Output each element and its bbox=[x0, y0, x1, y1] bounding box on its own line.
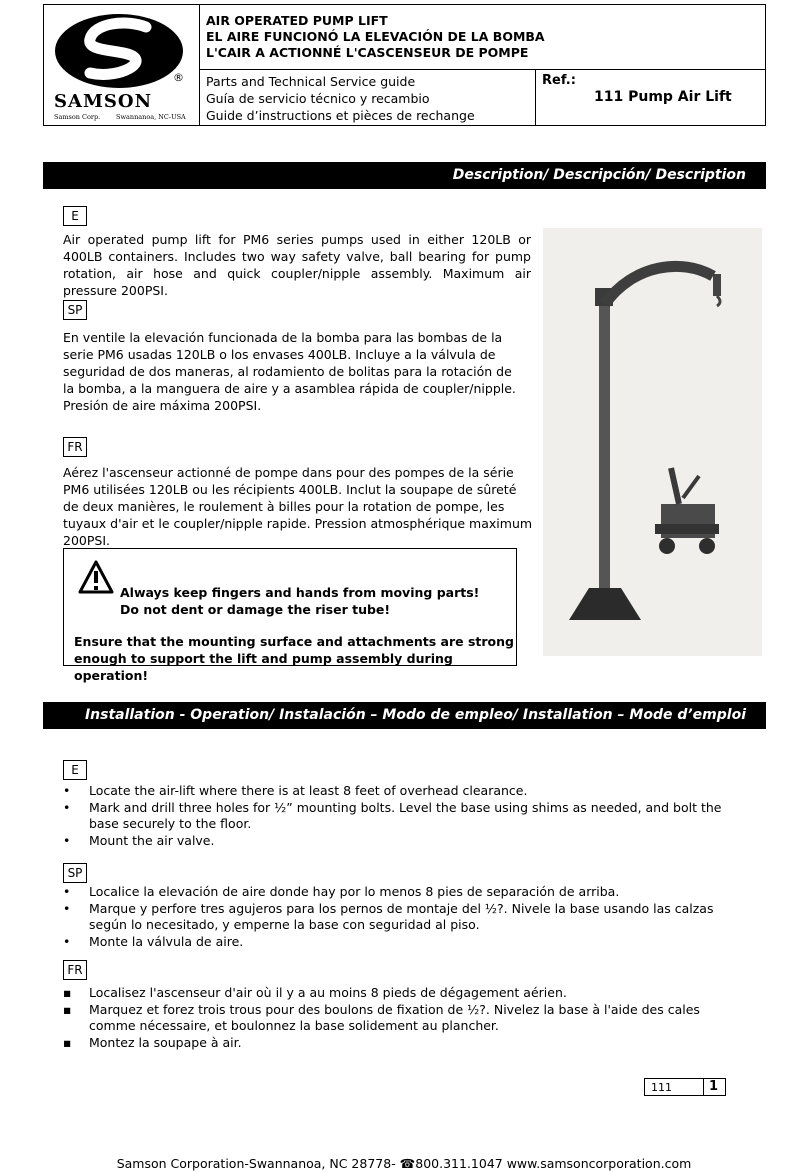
warning-strength-note bbox=[74, 633, 516, 684]
install-list-fr bbox=[63, 985, 733, 1051]
list-item: ▪ Montez la soupape à air. bbox=[63, 1034, 242, 1050]
guide-en: Parts and Technical Service guide bbox=[206, 74, 416, 89]
title-en: AIR OPERATED PUMP LIFT bbox=[206, 13, 388, 28]
page-ref: 111 bbox=[651, 1081, 672, 1094]
warning-line-1: Always keep fingers and hands from moving parts! bbox=[120, 585, 480, 600]
logo-area bbox=[44, 5, 200, 125]
bullet-square-icon: ▪ bbox=[63, 1001, 72, 1017]
lang-tag-sp: SP bbox=[63, 300, 87, 320]
installation-section-bar: Installation - Operation/ Instalación – Modo de empleo/ Installation – Mode d’emploi bbox=[43, 702, 766, 729]
warning-line-3: Ensure that the mounting surface and attachments are strong bbox=[74, 634, 514, 649]
bullet-square-icon: ▪ bbox=[63, 1034, 72, 1050]
list-item: ▪ Localisez l'ascenseur d'air où il y a au moins 8 pieds de dégagement aérien. bbox=[63, 985, 567, 1000]
install-lang-tag-sp: SP bbox=[63, 863, 87, 883]
description-en: Air operated pump lift for PM6 series pumps used in either 120LB or 400LB containers. Includes two way safety valve, ball bearing for pump rotation, air hose and quick coupler/nipple assembly. Maximum air pressure 200PSI. bbox=[63, 232, 531, 298]
list-item: • Localice la elevación de aire donde hay por lo menos 8 pies de separación de arriba. bbox=[63, 884, 620, 899]
samson-logo-icon bbox=[54, 13, 184, 89]
bullet-dot-icon: • bbox=[63, 783, 71, 798]
title-sp: EL AIRE FUNCIONÓ LA ELEVACIÓN DE LA BOMBA bbox=[206, 29, 545, 44]
header-divider bbox=[199, 69, 765, 70]
page-footer: Samson Corporation-Swannanoa, NC 28778- ☎800.311.1047 www.samsoncorporation.com bbox=[116, 1156, 692, 1171]
install-list-en bbox=[63, 783, 733, 849]
guide-sp: Guía de servicio técnico y recambio bbox=[206, 91, 430, 106]
ref-value: 111 Pump Air Lift bbox=[594, 89, 732, 105]
description-fr: Aérez l'ascenseur actionné de pompe dans pour des pompes de la série PM6 utilisées 120LB ou les récipients 400LB. Inclut la soupape de sûreté de deux manières, le roulement à billes pour la rotation de pompe, les tuyaux d'air et le coupler/nipple rapide. Pression atmosphérique maximum 200PSI. bbox=[63, 465, 533, 548]
title-fr: L'CAIR A ACTIONNÉ L'CASCENSEUR DE POMPE bbox=[206, 45, 529, 60]
list-item: • Locate the air-lift where there is at least 8 feet of overhead clearance. bbox=[63, 783, 528, 798]
bullet-dot-icon: • bbox=[63, 884, 71, 899]
pump-lift-illustration-icon bbox=[543, 228, 762, 656]
install-lang-tag-en: E bbox=[63, 760, 87, 780]
page-number-box bbox=[644, 1078, 726, 1096]
list-item: • Mount the air valve. bbox=[63, 832, 215, 848]
brand-sub-left: Samson Corp. bbox=[54, 113, 101, 121]
description-section-bar: Description/ Descripción/ Description bbox=[43, 162, 766, 189]
registered-mark: ® bbox=[173, 71, 184, 84]
ref-label: Ref.: bbox=[542, 73, 576, 88]
install-lang-tag-fr: FR bbox=[63, 960, 87, 980]
warning-box bbox=[63, 548, 517, 683]
bullet-dot-icon: • bbox=[63, 832, 71, 848]
description-sp: En ventile la elevación funcionada de la bomba para las bombas de la serie PM6 usadas 120LB o los envases 400LB. Incluye a la válvula de seguridad de dos maneras, al rodamiento de bolitas para la rotación de la bomba, a la manguera de aire y a asamblea rápida de coupler/nipple. Presión de aire máxima 200PSI. bbox=[63, 330, 516, 413]
list-item: • Marque y perfore tres agujeros para los pernos de montaje del ½?. Nivele la base usando las calzas según lo necesitado, y emperne la base con seguridad al piso. bbox=[63, 900, 714, 932]
list-item: • Mark and drill three holes for ½” mounting bolts. Level the base using shims as needed, and bolt the base securely to the floor. bbox=[63, 799, 722, 831]
document-header bbox=[43, 4, 766, 126]
bullet-dot-icon: • bbox=[63, 933, 71, 949]
brand-sub-right: Swannanoa, NC-USA bbox=[116, 113, 186, 121]
guide-fr: Guide d’instructions et pièces de rechange bbox=[206, 108, 475, 123]
warning-line-4: enough to support the lift and pump assembly during operation! bbox=[74, 651, 453, 683]
warning-line-2: Do not dent or damage the riser tube! bbox=[120, 602, 391, 617]
bullet-square-icon: ▪ bbox=[63, 985, 72, 1000]
warning-lines bbox=[120, 584, 479, 618]
list-item: ▪ Marquez et forez trois trous pour des boulons de fixation de ½?. Nivelez la base à l'aide des cales comme nécessaire, et boulonnez la base solidement au plancher. bbox=[63, 1001, 700, 1033]
ref-divider bbox=[535, 69, 536, 125]
install-list-sp bbox=[63, 884, 733, 950]
list-item: • Monte la válvula de aire. bbox=[63, 933, 244, 949]
page-box-divider bbox=[703, 1079, 704, 1095]
page-number: 1 bbox=[709, 1079, 719, 1094]
document-titles bbox=[206, 13, 545, 61]
guide-names bbox=[206, 73, 475, 124]
warning-icon bbox=[78, 559, 114, 595]
lang-tag-en: E bbox=[63, 206, 87, 226]
brand-name: SAMSON bbox=[54, 91, 153, 112]
product-photo bbox=[543, 228, 762, 656]
bullet-dot-icon: • bbox=[63, 799, 71, 815]
lang-tag-fr: FR bbox=[63, 437, 87, 457]
bullet-dot-icon: • bbox=[63, 900, 71, 916]
